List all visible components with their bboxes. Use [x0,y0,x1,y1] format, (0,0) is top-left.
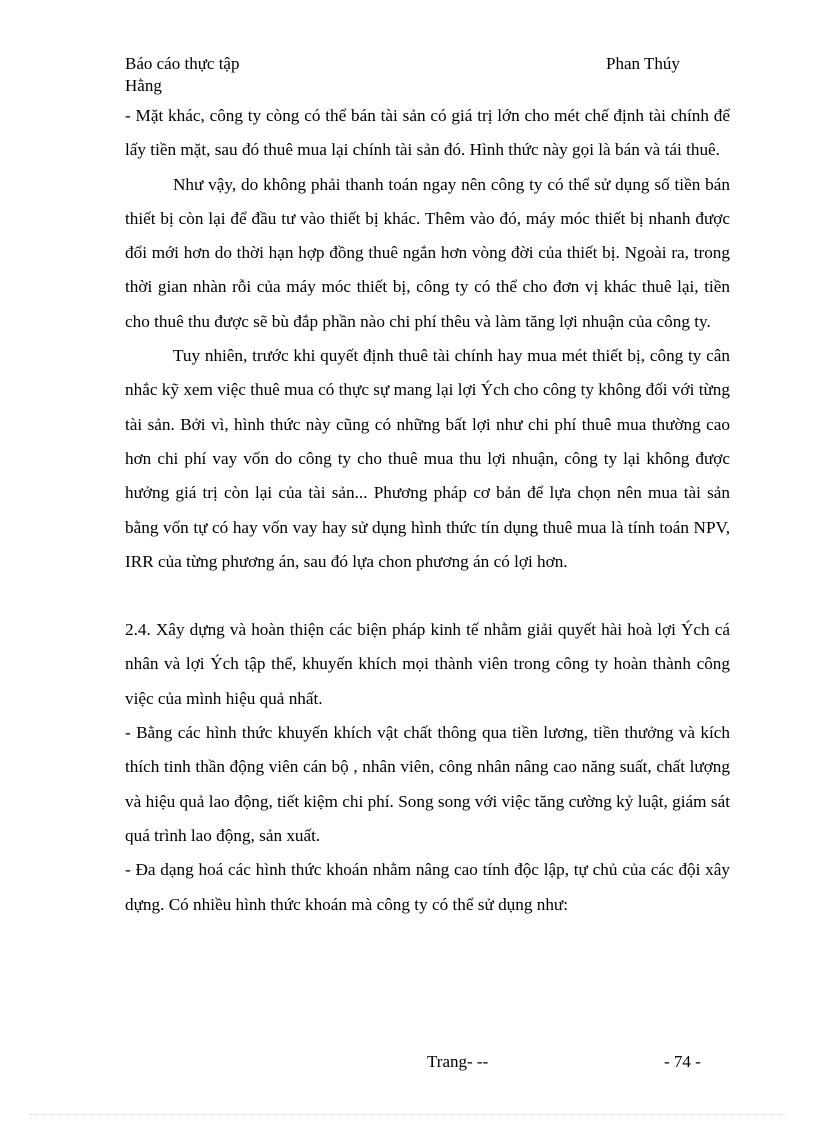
paragraph: - Mặt khác, công ty còng có thể bán tài sản có giá trị lớn cho mét chế định tài chính để lấy tiền mặt, sau đó thuê mua lại chính tài sản đó. Hình thức này gọi là bán và tái thuê. [125,106,730,160]
paragraph: - Đa dạng hoá các hình thức khoán nhằm nâng cao tính độc lập, tự chủ của các đội xây dựng. Có nhiều hình thức khoán mà công ty có thể sử dụng như: [125,860,730,914]
footer-page-number: - 74 - [664,1052,701,1071]
paragraph: - Bằng các hình thức khuyến khích vật chất thông qua tiền lương, tiền thưởng và kích thích tinh thần động viên cán bộ , nhân viên, công nhân nâng cao năng suất, chất lượng và hiệu quả lao động, tiết kiệm chi phí. Song song với việc tăng cường kỷ luật, giám sát quá trình lao động, sản xuất. [125,723,730,845]
paragraph-spacer [125,579,730,613]
paragraph: Tuy nhiên, trước khi quyết định thuê tài chính hay mua mét thiết bị, công ty cân nhắc kỹ xem việc thuê mua có thực sự mang lại lợi Ých cho công ty không đối với từng tài sản. Bởi vì, hình thức này cũng có những bất lợi như chi phí thuê mua thường cao hơn chi phí vay vốn do công ty cho thuê mua thu lợi nhuận, công ty lại không được hưởng giá trị còn lại của tài sản... Phương pháp cơ bản để lựa chọn nên mua tài sản bằng vốn tự có hay vốn vay hay sử dụng hình thức tín dụng thuê mua là tính toán NPV, IRR của từng phương án, sau đó lựa chon phương án có lợi hơn. [125,346,730,571]
bottom-divider [30,1114,786,1115]
section-heading: 2.4. Xây dựng và hoàn thiện các biện pháp kinh tế nhằm giải quyết hài hoà lợi Ých cá nhân và lợi Ých tập thể, khuyến khích mọi thành viên trong công ty hoàn thành công việc của mình hiệu quả nhất. [125,620,730,708]
footer-page-label: Trang- -- [427,1052,489,1071]
paragraph: Như vậy, do không phải thanh toán ngay nên công ty có thể sử dụng số tiền bán thiết bị còn lại để đầu tư vào thiết bị khác. Thêm vào đó, máy móc thiết bị nhanh được đổi mới hơn do thời hạn hợp đồng thuê ngắn hơn vòng đời của thiết bị. Ngoài ra, trong thời gian nhàn rỗi của máy móc thiết bị, công ty có thể cho đơn vị khác thuê lại, tiền cho thuê thu được sẽ bù đắp phần nào chi phí thêu và làm tăng lợi nhuận của công ty. [125,174,730,331]
document-body [125,99,730,922]
header-left-continued: Hằng [125,76,162,95]
header-left: Báo cáo thực tập [125,54,240,73]
header-right: Phan Thúy [606,54,680,73]
